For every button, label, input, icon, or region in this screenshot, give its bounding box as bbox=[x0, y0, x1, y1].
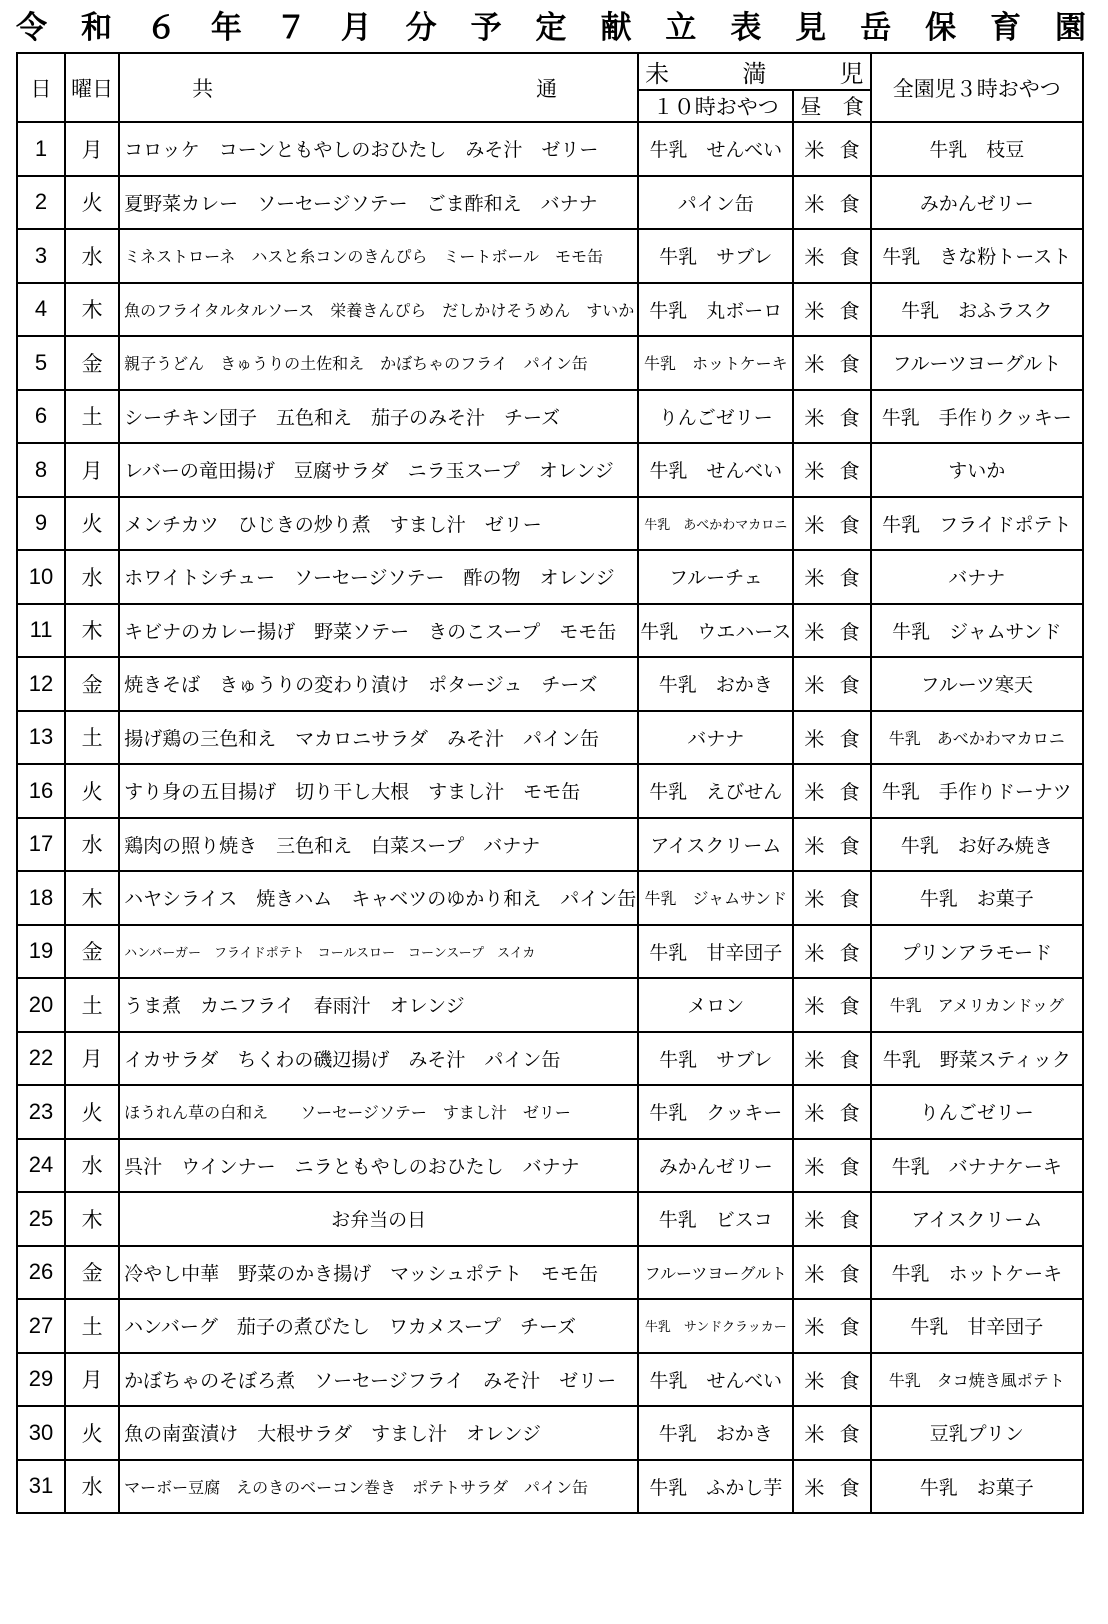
lunch-cell bbox=[793, 550, 870, 604]
title-char: ７ bbox=[275, 9, 307, 46]
snack10-cell: メロン bbox=[638, 978, 793, 1032]
weekday-cell: 金 bbox=[65, 925, 119, 979]
common-menu-cell: 夏野菜カレー ソーセージソテー ごま酢和え バナナ bbox=[119, 176, 638, 230]
lunch-label-b: 食 bbox=[839, 887, 860, 912]
title-char: 見 bbox=[795, 9, 827, 46]
snack10-cell: みかんゼリー bbox=[638, 1139, 793, 1193]
snack10-cell: 牛乳 クッキー bbox=[638, 1085, 793, 1139]
weekday-cell: 火 bbox=[65, 176, 119, 230]
lunch-label bbox=[794, 1418, 869, 1447]
lunch-cell bbox=[793, 1299, 870, 1353]
day-cell: 11 bbox=[17, 604, 65, 658]
lunch-label-a: 米 bbox=[804, 459, 825, 484]
table-row bbox=[17, 122, 1083, 176]
header-common-left: 共 bbox=[192, 76, 214, 101]
title-char: 園 bbox=[1055, 9, 1086, 46]
lunch-label bbox=[794, 1311, 869, 1340]
lunch-label-a: 米 bbox=[804, 1154, 825, 1179]
lunch-label bbox=[794, 883, 869, 912]
lunch-label bbox=[794, 723, 869, 752]
day-cell: 31 bbox=[17, 1460, 65, 1514]
lunch-label-a: 米 bbox=[804, 405, 825, 430]
weekday-cell: 火 bbox=[65, 1406, 119, 1460]
page-title bbox=[16, 2, 1086, 46]
weekday-cell: 土 bbox=[65, 1299, 119, 1353]
day-cell: 10 bbox=[17, 550, 65, 604]
title-char: 献 bbox=[600, 9, 632, 46]
snack3-cell: 牛乳 ホットケーキ bbox=[871, 1246, 1083, 1300]
common-menu-cell: ハンバーグ 茄子の煮びたし ワカメスープ チーズ bbox=[119, 1299, 638, 1353]
snack10-cell: バナナ bbox=[638, 711, 793, 765]
lunch-cell bbox=[793, 1085, 870, 1139]
snack3-cell: 牛乳 フライドポテト bbox=[871, 497, 1083, 551]
snack10-cell: 牛乳 せんべい bbox=[638, 443, 793, 497]
lunch-label-b: 食 bbox=[839, 619, 860, 644]
header-under3-c: 児 bbox=[839, 60, 864, 88]
snack3-cell: みかんゼリー bbox=[871, 176, 1083, 230]
snack10-cell: 牛乳 ウエハース bbox=[638, 604, 793, 658]
lunch-label-a: 米 bbox=[804, 780, 825, 805]
header-under3 bbox=[638, 53, 870, 90]
table-row bbox=[17, 497, 1083, 551]
header-weekday: 曜日 bbox=[65, 53, 119, 122]
lunch-label-b: 食 bbox=[839, 780, 860, 805]
lunch-cell bbox=[793, 497, 870, 551]
snack3-cell: すいか bbox=[871, 443, 1083, 497]
lunch-label-b: 食 bbox=[839, 673, 860, 698]
common-menu-cell: ハヤシライス 焼きハム キャベツのゆかり和え パイン缶 bbox=[119, 871, 638, 925]
snack3-cell: 牛乳 枝豆 bbox=[871, 122, 1083, 176]
lunch-label bbox=[794, 241, 869, 270]
snack10-cell: 牛乳 丸ボーロ bbox=[638, 283, 793, 337]
snack10-cell: りんごゼリー bbox=[638, 390, 793, 444]
lunch-label-b: 食 bbox=[839, 352, 860, 377]
lunch-label-b: 食 bbox=[839, 940, 860, 965]
common-menu-cell: シーチキン団子 五色和え 茄子のみそ汁 チーズ bbox=[119, 390, 638, 444]
snack3-cell: 牛乳 お好み焼き bbox=[871, 818, 1083, 872]
weekday-cell: 木 bbox=[65, 871, 119, 925]
day-cell: 23 bbox=[17, 1085, 65, 1139]
table-row bbox=[17, 1192, 1083, 1246]
common-menu-cell: 親子うどん きゅうりの土佐和え かぼちゃのフライ パイン缶 bbox=[119, 336, 638, 390]
lunch-label bbox=[794, 669, 869, 698]
weekday-cell: 土 bbox=[65, 978, 119, 1032]
weekday-cell: 水 bbox=[65, 1139, 119, 1193]
snack10-cell: 牛乳 ホットケーキ bbox=[638, 336, 793, 390]
snack10-cell: フルーチェ bbox=[638, 550, 793, 604]
table-row bbox=[17, 336, 1083, 390]
snack3-cell: 牛乳 ジャムサンド bbox=[871, 604, 1083, 658]
snack3-cell: 牛乳 お菓子 bbox=[871, 871, 1083, 925]
weekday-cell: 木 bbox=[65, 283, 119, 337]
snack10-cell: 牛乳 えびせん bbox=[638, 764, 793, 818]
lunch-label-a: 米 bbox=[804, 673, 825, 698]
title-char: 和 bbox=[80, 9, 112, 46]
day-cell: 1 bbox=[17, 122, 65, 176]
weekday-cell: 水 bbox=[65, 1460, 119, 1514]
lunch-label-b: 食 bbox=[839, 405, 860, 430]
lunch-label-a: 米 bbox=[804, 352, 825, 377]
table-row bbox=[17, 818, 1083, 872]
lunch-label-b: 食 bbox=[839, 138, 860, 163]
lunch-cell bbox=[793, 657, 870, 711]
day-cell: 19 bbox=[17, 925, 65, 979]
lunch-label bbox=[794, 776, 869, 805]
lunch-cell bbox=[793, 818, 870, 872]
snack10-cell: 牛乳 おかき bbox=[638, 1406, 793, 1460]
lunch-label-b: 食 bbox=[839, 833, 860, 858]
weekday-cell: 土 bbox=[65, 711, 119, 765]
lunch-label-a: 米 bbox=[804, 1208, 825, 1233]
table-row bbox=[17, 443, 1083, 497]
lunch-label bbox=[794, 455, 869, 484]
snack10-cell: 牛乳 おかき bbox=[638, 657, 793, 711]
lunch-label-b: 食 bbox=[839, 1368, 860, 1393]
lunch-cell bbox=[793, 871, 870, 925]
lunch-cell bbox=[793, 1032, 870, 1086]
lunch-cell bbox=[793, 604, 870, 658]
day-cell: 29 bbox=[17, 1353, 65, 1407]
lunch-label-a: 米 bbox=[804, 726, 825, 751]
common-menu-cell: イカサラダ ちくわの磯辺揚げ みそ汁 パイン缶 bbox=[119, 1032, 638, 1086]
day-cell: 6 bbox=[17, 390, 65, 444]
lunch-label-b: 食 bbox=[839, 566, 860, 591]
snack10-cell: フルーツヨーグルト bbox=[638, 1246, 793, 1300]
common-menu-cell: 鶏肉の照り焼き 三色和え 白菜スープ バナナ bbox=[119, 818, 638, 872]
common-menu-cell: キビナのカレー揚げ 野菜ソテー きのこスープ モモ缶 bbox=[119, 604, 638, 658]
day-cell: 17 bbox=[17, 818, 65, 872]
lunch-cell bbox=[793, 925, 870, 979]
lunch-label-a: 米 bbox=[804, 298, 825, 323]
header-snack10: １０時おやつ bbox=[638, 90, 793, 122]
lunch-label-a: 米 bbox=[804, 994, 825, 1019]
lunch-cell bbox=[793, 390, 870, 444]
snack10-cell: パイン缶 bbox=[638, 176, 793, 230]
lunch-cell bbox=[793, 122, 870, 176]
weekday-cell: 火 bbox=[65, 497, 119, 551]
table-row bbox=[17, 1299, 1083, 1353]
title-char: 定 bbox=[535, 9, 567, 46]
weekday-cell: 土 bbox=[65, 390, 119, 444]
common-menu-cell: 呉汁 ウインナー ニラともやしのおひたし バナナ bbox=[119, 1139, 638, 1193]
snack3-cell: バナナ bbox=[871, 550, 1083, 604]
weekday-cell: 月 bbox=[65, 122, 119, 176]
lunch-label-b: 食 bbox=[839, 1101, 860, 1126]
table-row bbox=[17, 657, 1083, 711]
lunch-cell bbox=[793, 1246, 870, 1300]
header-snack3: 全園児３時おやつ bbox=[871, 53, 1083, 122]
lunch-label-a: 米 bbox=[804, 619, 825, 644]
snack3-cell: フルーツ寒天 bbox=[871, 657, 1083, 711]
lunch-cell bbox=[793, 1192, 870, 1246]
snack3-cell: りんごゼリー bbox=[871, 1085, 1083, 1139]
common-menu-cell: ホワイトシチュー ソーセージソテー 酢の物 オレンジ bbox=[119, 550, 638, 604]
snack10-cell: 牛乳 サブレ bbox=[638, 229, 793, 283]
title-char: 分 bbox=[405, 9, 437, 46]
lunch-label bbox=[794, 348, 869, 377]
lunch-label-b: 食 bbox=[839, 298, 860, 323]
lunch-label-a: 米 bbox=[804, 940, 825, 965]
common-menu-cell: ハンバーガー フライドポテト コールスロー コーンスープ スイカ bbox=[119, 925, 638, 979]
lunch-label bbox=[794, 830, 869, 859]
weekday-cell: 月 bbox=[65, 1353, 119, 1407]
common-menu-cell: 揚げ鶏の三色和え マカロニサラダ みそ汁 パイン缶 bbox=[119, 711, 638, 765]
lunch-label-a: 米 bbox=[804, 191, 825, 216]
weekday-cell: 月 bbox=[65, 1032, 119, 1086]
weekday-cell: 金 bbox=[65, 657, 119, 711]
common-menu-cell: 魚のフライタルタルソース 栄養きんぴら だしかけそうめん すいか bbox=[119, 283, 638, 337]
lunch-label-b: 食 bbox=[839, 512, 860, 537]
common-menu-cell: すり身の五目揚げ 切り干し大根 すまし汁 モモ缶 bbox=[119, 764, 638, 818]
snack3-cell: 牛乳 きな粉トースト bbox=[871, 229, 1083, 283]
snack10-cell: 牛乳 サンドクラッカー bbox=[638, 1299, 793, 1353]
lunch-label-a: 米 bbox=[804, 887, 825, 912]
snack3-cell: プリンアラモード bbox=[871, 925, 1083, 979]
lunch-label-a: 米 bbox=[804, 1315, 825, 1340]
day-cell: 12 bbox=[17, 657, 65, 711]
snack3-cell: 牛乳 タコ焼き風ポテト bbox=[871, 1353, 1083, 1407]
lunch-label-a: 米 bbox=[804, 833, 825, 858]
lunch-label bbox=[794, 509, 869, 538]
lunch-cell bbox=[793, 711, 870, 765]
lunch-label-b: 食 bbox=[839, 245, 860, 270]
snack10-cell: 牛乳 せんべい bbox=[638, 122, 793, 176]
lunch-label-a: 米 bbox=[804, 138, 825, 163]
table-row bbox=[17, 871, 1083, 925]
lunch-cell bbox=[793, 176, 870, 230]
common-menu-cell: ほうれん草の白和え ソーセージソテー すまし汁 ゼリー bbox=[119, 1085, 638, 1139]
weekday-cell: 火 bbox=[65, 1085, 119, 1139]
common-menu-cell: 焼きそば きゅうりの変わり漬け ポタージュ チーズ bbox=[119, 657, 638, 711]
day-cell: 4 bbox=[17, 283, 65, 337]
snack3-cell: 豆乳プリン bbox=[871, 1406, 1083, 1460]
day-cell: 20 bbox=[17, 978, 65, 1032]
lunch-label-a: 米 bbox=[804, 245, 825, 270]
lunch-label-b: 食 bbox=[839, 994, 860, 1019]
table-row bbox=[17, 978, 1083, 1032]
menu-table bbox=[16, 52, 1084, 1514]
day-cell: 9 bbox=[17, 497, 65, 551]
lunch-label-b: 食 bbox=[839, 1422, 860, 1447]
common-menu-cell: ミネストローネ ハスと糸コンのきんぴら ミートボール モモ缶 bbox=[119, 229, 638, 283]
table-row bbox=[17, 550, 1083, 604]
title-char: 表 bbox=[730, 9, 762, 46]
common-menu-cell: うま煮 カニフライ 春雨汁 オレンジ bbox=[119, 978, 638, 1032]
day-cell: 5 bbox=[17, 336, 65, 390]
lunch-cell bbox=[793, 978, 870, 1032]
lunch-label-b: 食 bbox=[839, 1315, 860, 1340]
snack3-cell: 牛乳 あべかわマカロニ bbox=[871, 711, 1083, 765]
snack10-cell: 牛乳 せんべい bbox=[638, 1353, 793, 1407]
title-char: 年 bbox=[210, 9, 242, 46]
lunch-label-a: 米 bbox=[804, 1475, 825, 1500]
weekday-cell: 火 bbox=[65, 764, 119, 818]
weekday-cell: 木 bbox=[65, 1192, 119, 1246]
table-row bbox=[17, 925, 1083, 979]
snack10-cell: 牛乳 ビスコ bbox=[638, 1192, 793, 1246]
lunch-label bbox=[794, 402, 869, 431]
header-common-right: 通 bbox=[536, 76, 558, 101]
weekday-cell: 水 bbox=[65, 818, 119, 872]
snack3-cell: 牛乳 手作りクッキー bbox=[871, 390, 1083, 444]
snack10-cell: 牛乳 ふかし芋 bbox=[638, 1460, 793, 1514]
title-char: 予 bbox=[470, 9, 502, 46]
title-char: 月 bbox=[340, 9, 372, 46]
lunch-cell bbox=[793, 1406, 870, 1460]
lunch-cell bbox=[793, 283, 870, 337]
lunch-label-a: 米 bbox=[804, 1101, 825, 1126]
lunch-label-b: 食 bbox=[839, 1047, 860, 1072]
day-cell: 13 bbox=[17, 711, 65, 765]
weekday-cell: 月 bbox=[65, 443, 119, 497]
weekday-cell: 水 bbox=[65, 550, 119, 604]
lunch-label bbox=[794, 134, 869, 163]
lunch-label-b: 食 bbox=[839, 726, 860, 751]
lunch-label-b: 食 bbox=[839, 1208, 860, 1233]
day-cell: 2 bbox=[17, 176, 65, 230]
title-char: 岳 bbox=[860, 9, 892, 46]
snack10-cell: アイスクリーム bbox=[638, 818, 793, 872]
title-char: 令 bbox=[16, 9, 47, 46]
day-cell: 18 bbox=[17, 871, 65, 925]
table-row bbox=[17, 1406, 1083, 1460]
lunch-cell bbox=[793, 1139, 870, 1193]
lunch-label-a: 米 bbox=[804, 1368, 825, 1393]
day-cell: 26 bbox=[17, 1246, 65, 1300]
title-char: 保 bbox=[925, 9, 957, 46]
snack3-cell: 牛乳 手作りドーナツ bbox=[871, 764, 1083, 818]
lunch-label-a: 米 bbox=[804, 512, 825, 537]
common-menu-cell: コロッケ コーンともやしのおひたし みそ汁 ゼリー bbox=[119, 122, 638, 176]
header-lunch-a: 昼 bbox=[800, 95, 822, 119]
common-menu-cell: お弁当の日 bbox=[119, 1192, 638, 1246]
table-row bbox=[17, 390, 1083, 444]
snack10-cell: 牛乳 あべかわマカロニ bbox=[638, 497, 793, 551]
table-row bbox=[17, 1460, 1083, 1514]
lunch-label bbox=[794, 1365, 869, 1394]
lunch-label-a: 米 bbox=[804, 566, 825, 591]
lunch-cell bbox=[793, 1460, 870, 1514]
table-row bbox=[17, 1085, 1083, 1139]
snack3-cell: フルーツヨーグルト bbox=[871, 336, 1083, 390]
common-menu-cell: 冷やし中華 野菜のかき揚げ マッシュポテト モモ缶 bbox=[119, 1246, 638, 1300]
table-row bbox=[17, 229, 1083, 283]
header-under3-b: 満 bbox=[742, 60, 767, 88]
lunch-label bbox=[794, 937, 869, 966]
common-menu-cell: レバーの竜田揚げ 豆腐サラダ ニラ玉スープ オレンジ bbox=[119, 443, 638, 497]
title-char: ６ bbox=[145, 9, 177, 46]
table-row bbox=[17, 176, 1083, 230]
day-cell: 8 bbox=[17, 443, 65, 497]
snack10-cell: 牛乳 ジャムサンド bbox=[638, 871, 793, 925]
table-row bbox=[17, 604, 1083, 658]
snack3-cell: 牛乳 お菓子 bbox=[871, 1460, 1083, 1514]
common-menu-cell: マーボー豆腐 えのきのベーコン巻き ポテトサラダ パイン缶 bbox=[119, 1460, 638, 1514]
day-cell: 16 bbox=[17, 764, 65, 818]
lunch-label-b: 食 bbox=[839, 1475, 860, 1500]
lunch-label bbox=[794, 990, 869, 1019]
table-row bbox=[17, 283, 1083, 337]
snack3-cell: 牛乳 おふラスク bbox=[871, 283, 1083, 337]
header-lunch bbox=[793, 90, 870, 122]
lunch-cell bbox=[793, 443, 870, 497]
snack3-cell: 牛乳 バナナケーキ bbox=[871, 1139, 1083, 1193]
lunch-label bbox=[794, 188, 869, 217]
lunch-label-b: 食 bbox=[839, 1261, 860, 1286]
table-row bbox=[17, 1032, 1083, 1086]
table-row bbox=[17, 711, 1083, 765]
lunch-label-a: 米 bbox=[804, 1422, 825, 1447]
lunch-cell bbox=[793, 229, 870, 283]
lunch-cell bbox=[793, 336, 870, 390]
day-cell: 22 bbox=[17, 1032, 65, 1086]
lunch-cell bbox=[793, 764, 870, 818]
day-cell: 25 bbox=[17, 1192, 65, 1246]
title-char: 育 bbox=[990, 9, 1022, 46]
table-row bbox=[17, 1246, 1083, 1300]
header-lunch-b: 食 bbox=[842, 95, 864, 119]
common-menu-cell: かぼちゃのそぼろ煮 ソーセージフライ みそ汁 ゼリー bbox=[119, 1353, 638, 1407]
lunch-label bbox=[794, 1258, 869, 1287]
lunch-label bbox=[794, 1204, 869, 1233]
common-menu-cell: 魚の南蛮漬け 大根サラダ すまし汁 オレンジ bbox=[119, 1406, 638, 1460]
day-cell: 30 bbox=[17, 1406, 65, 1460]
snack3-cell: 牛乳 野菜スティック bbox=[871, 1032, 1083, 1086]
common-menu-cell: メンチカツ ひじきの炒り煮 すまし汁 ゼリー bbox=[119, 497, 638, 551]
lunch-label-b: 食 bbox=[839, 459, 860, 484]
table-row bbox=[17, 1139, 1083, 1193]
lunch-label-b: 食 bbox=[839, 191, 860, 216]
weekday-cell: 木 bbox=[65, 604, 119, 658]
lunch-label bbox=[794, 1097, 869, 1126]
header-day: 日 bbox=[17, 53, 65, 122]
table-row bbox=[17, 1353, 1083, 1407]
header-common bbox=[119, 53, 638, 122]
header-under3-a: 未 bbox=[645, 60, 670, 88]
weekday-cell: 金 bbox=[65, 336, 119, 390]
title-char: 立 bbox=[665, 9, 697, 46]
day-cell: 3 bbox=[17, 229, 65, 283]
snack3-cell: 牛乳 アメリカンドッグ bbox=[871, 978, 1083, 1032]
snack10-cell: 牛乳 甘辛団子 bbox=[638, 925, 793, 979]
day-cell: 24 bbox=[17, 1139, 65, 1193]
lunch-label bbox=[794, 1151, 869, 1180]
snack3-cell: 牛乳 甘辛団子 bbox=[871, 1299, 1083, 1353]
lunch-label bbox=[794, 1472, 869, 1501]
lunch-label bbox=[794, 562, 869, 591]
snack3-cell: アイスクリーム bbox=[871, 1192, 1083, 1246]
lunch-label-b: 食 bbox=[839, 1154, 860, 1179]
lunch-label-a: 米 bbox=[804, 1047, 825, 1072]
lunch-label bbox=[794, 295, 869, 324]
lunch-label bbox=[794, 1044, 869, 1073]
lunch-label-a: 米 bbox=[804, 1261, 825, 1286]
snack10-cell: 牛乳 サブレ bbox=[638, 1032, 793, 1086]
lunch-cell bbox=[793, 1353, 870, 1407]
weekday-cell: 水 bbox=[65, 229, 119, 283]
lunch-label bbox=[794, 616, 869, 645]
day-cell: 27 bbox=[17, 1299, 65, 1353]
weekday-cell: 金 bbox=[65, 1246, 119, 1300]
table-row bbox=[17, 764, 1083, 818]
